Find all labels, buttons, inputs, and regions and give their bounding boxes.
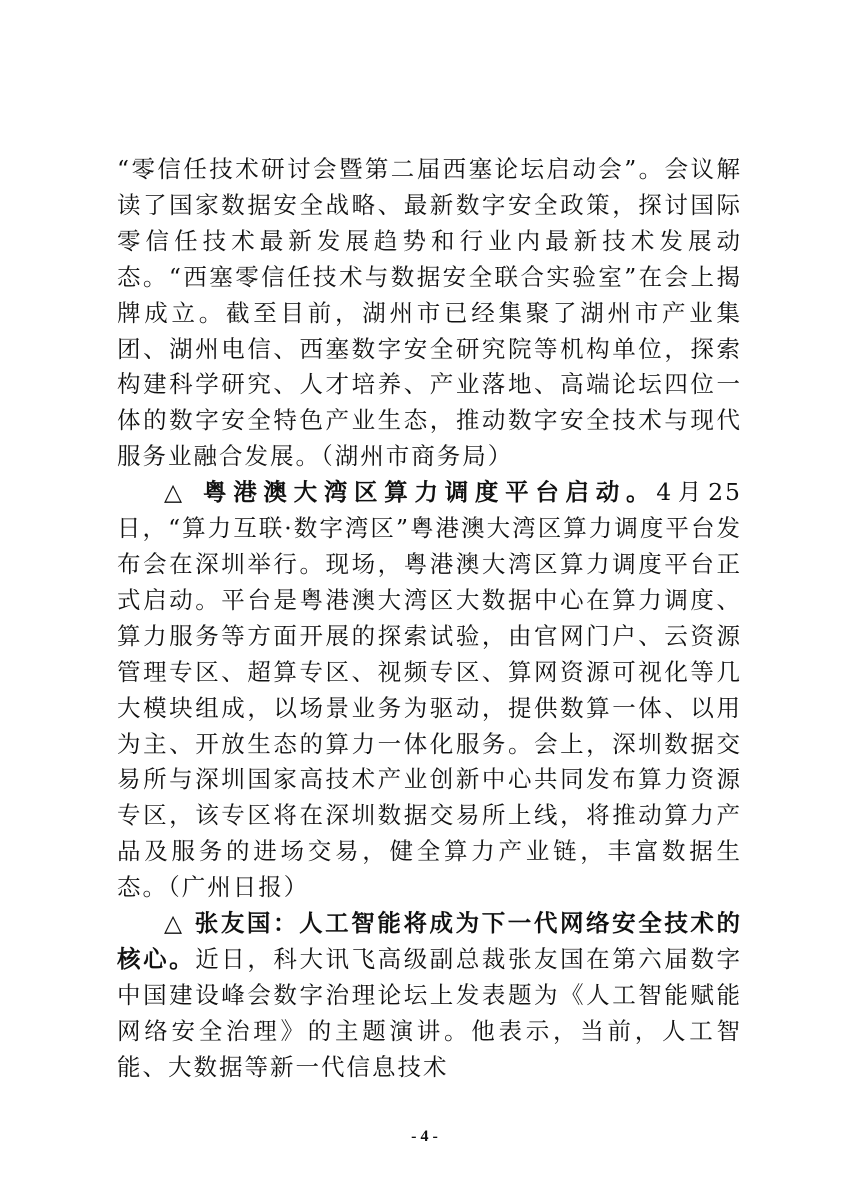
paragraph-heading: 粤港澳大湾区算力调度平台启动。: [202, 478, 657, 507]
paragraph-text: 近日，科大讯飞高级副总裁张友国在第六届数字中国建设峰会数字治理论坛上发表题为《人工智能赋能网络安全治理》的主题演讲。他表示，当前，人工智能、大数据等新一代信息技术: [117, 944, 743, 1081]
paragraph-continuation: [117, 152, 742, 475]
triangle-bullet: △: [164, 478, 189, 507]
paragraph-zhang-youguo: [117, 906, 742, 1086]
paragraph-text: 4月25日，“算力互联·数字湾区”粤港澳大湾区算力调度平台发布会在深圳举行。现场，粤港澳大湾区算力调度平台正式启动。平台是粤港澳大湾区大数据中心在算力调度、算力服务等方面开展的探索试验，由官网门户、云资源管理专区、超算专区、视频专区、算网资源可视化等几大模块组成，以场景业务为驱动，提供数算一体、以用为主、开放生态的算力一体化服务。会上，深圳数据交易所与深圳国家高技术产业创新中心共同发布算力资源专区，该专区将在深圳数据交易所上线，将推动算力产品及服务的进场交易，健全算力产业链，丰富数据生态。（广州日报）: [117, 478, 743, 902]
paragraph-text: “零信任技术研讨会暨第二届西塞论坛启动会”。会议解读了国家数据安全战略、最新数字安全政策，探讨国际零信任技术最新发展趋势和行业内最新技术发展动态。“西塞零信任技术与数据安全联合实验室”在会上揭牌成立。截至目前，湖州市已经集聚了湖州市产业集团、湖州电信、西塞数字安全研究院等机构单位，探索构建科学研究、人才培养、产业落地、高端论坛四位一体的数字安全特色产业生态，推动数字安全技术与现代服务业融合发展。（湖州市商务局）: [117, 155, 742, 471]
paragraph-heading: 张友国：人工智能将成为下一代网络安全技术的核心。: [117, 909, 742, 973]
document-body: [117, 152, 742, 1086]
page-number: - 4 -: [411, 1128, 438, 1145]
paragraph-gba-computing-platform: [117, 475, 742, 906]
triangle-bullet: △: [164, 909, 185, 938]
